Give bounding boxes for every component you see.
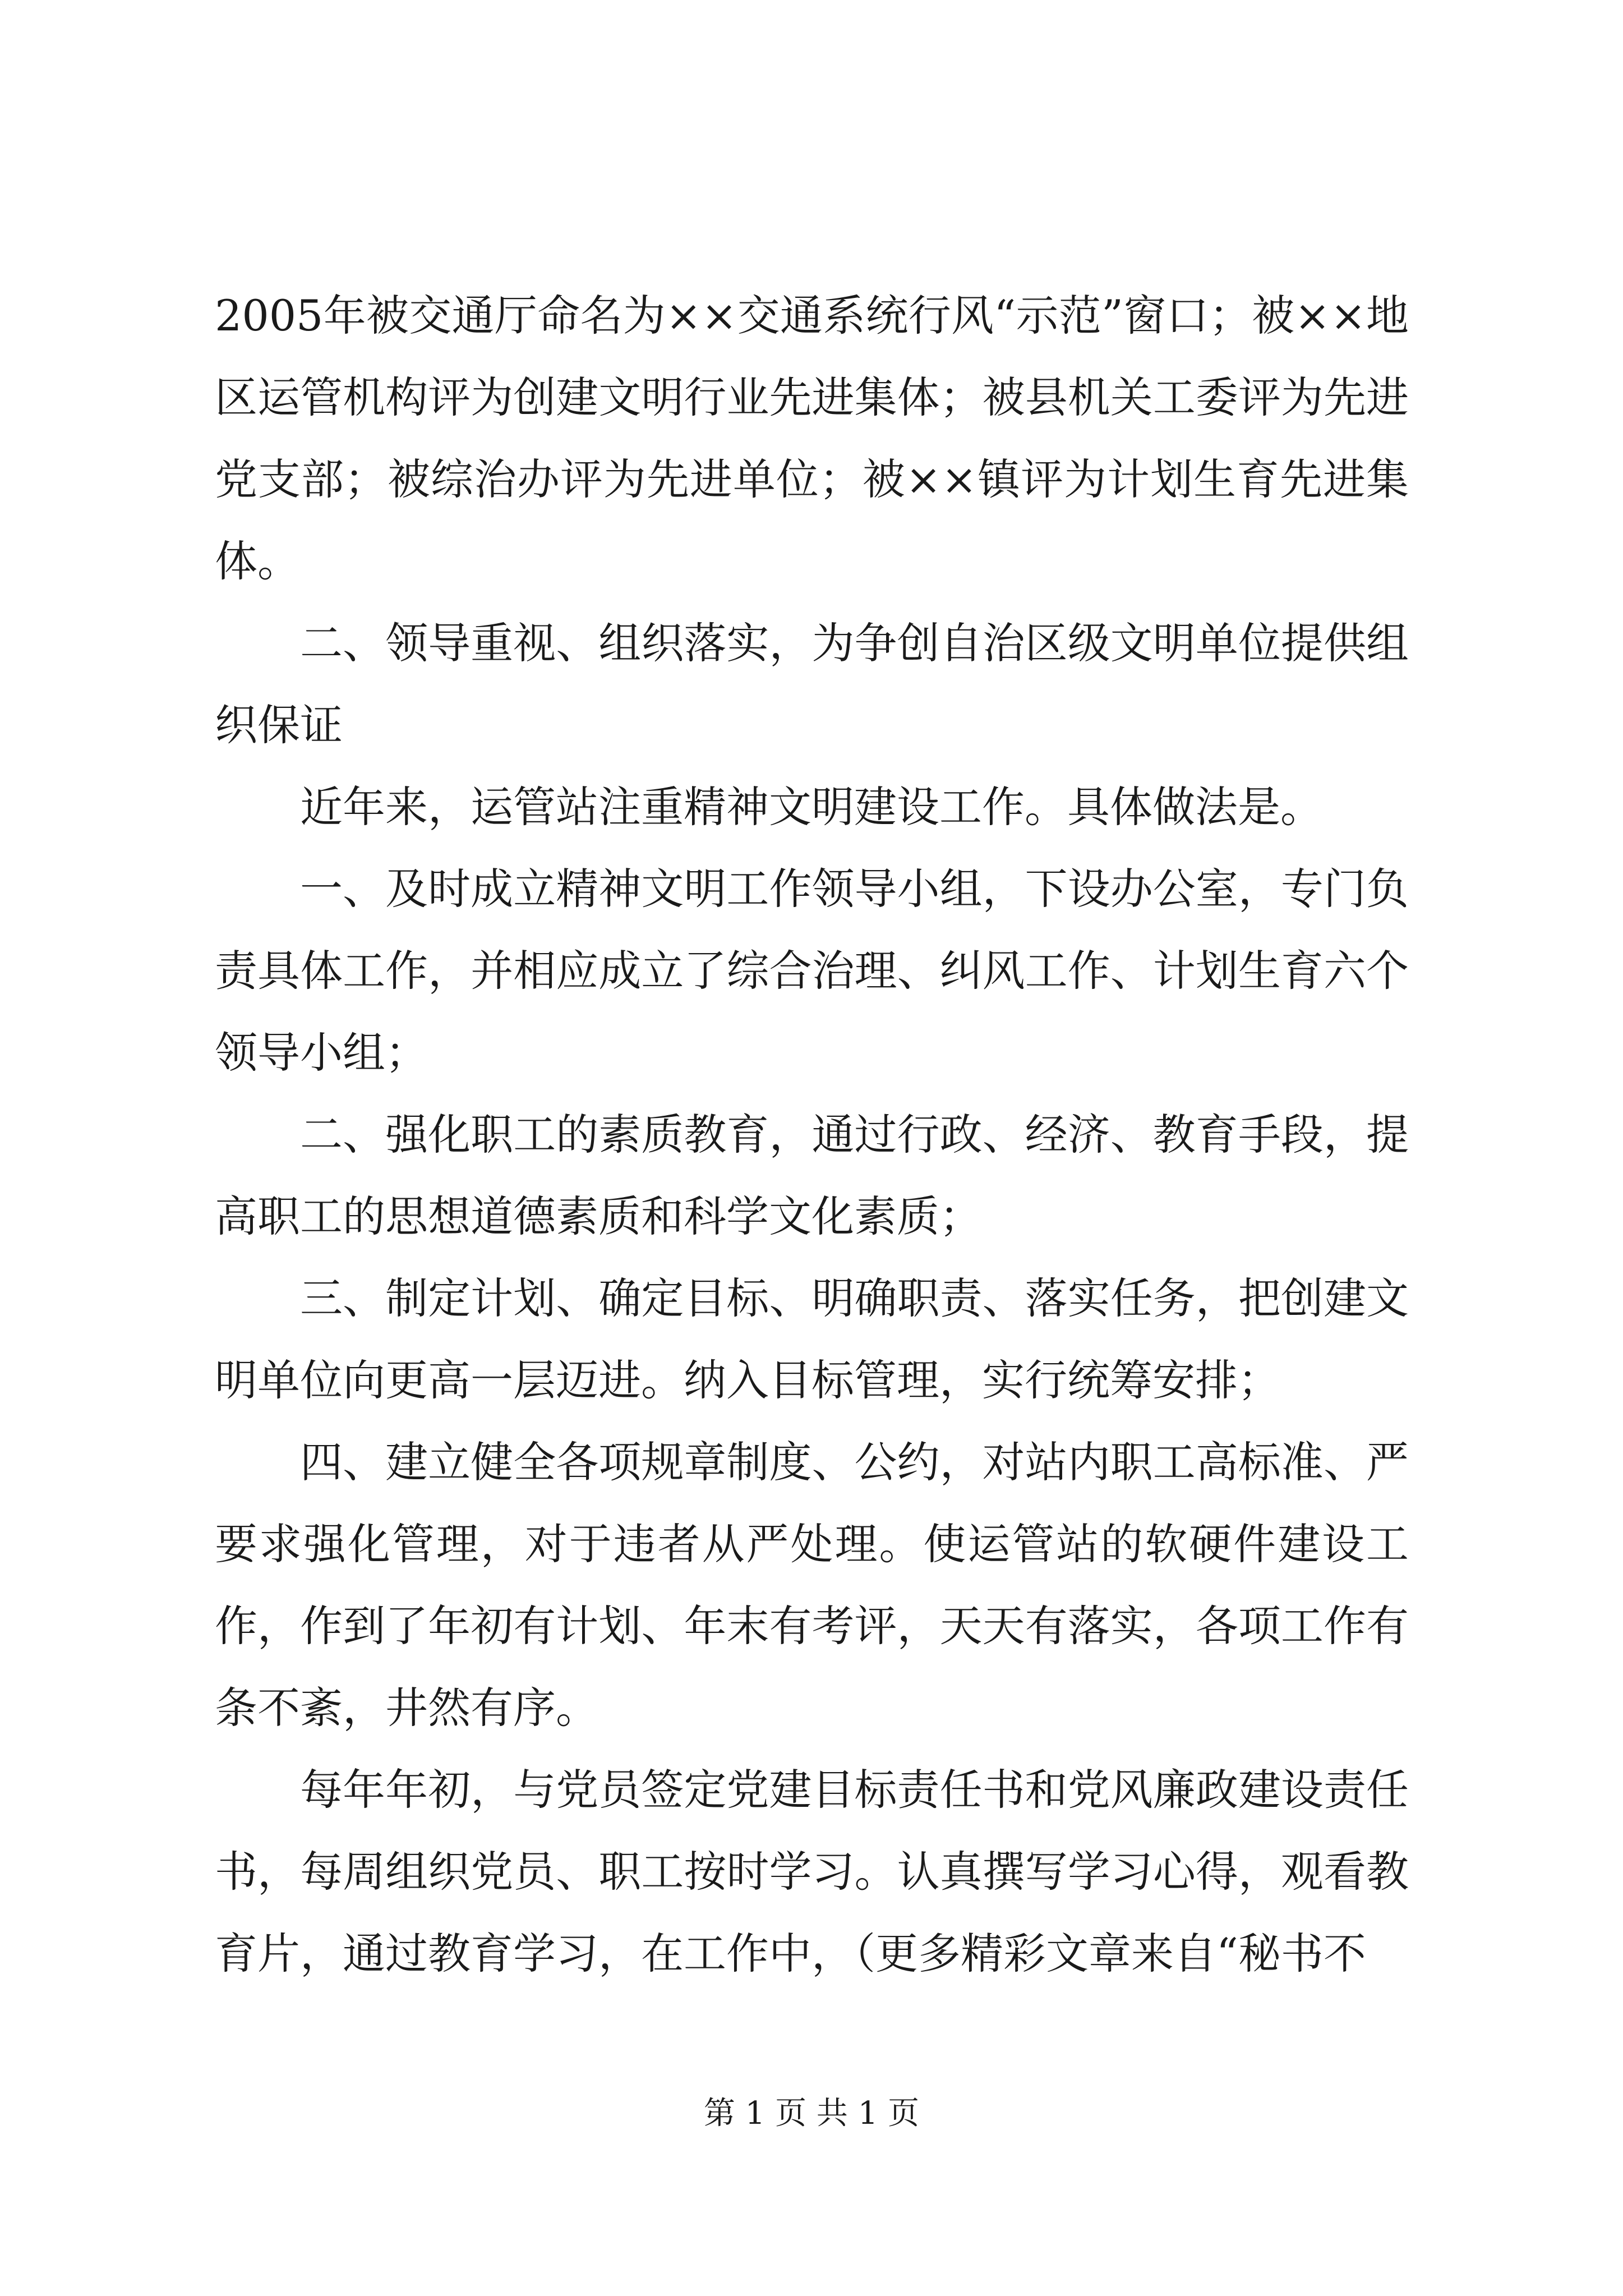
document-body — [215, 0, 1409, 1995]
paragraph-section-heading: 二、领导重视、组织落实，为争创自治区级文明单位提供组织保证 — [215, 618, 1409, 750]
paragraph-continuation: 2005年被交通厅命名为××交通系统行风“示范”窗口；被××地区运管机构评为创建文明行业先进集体；被县机关工委评为先进党支部；被综治办评为先进单位；被××镇评为计划生育先进集体。 — [215, 291, 1409, 586]
page-number-footer: 第 1 页 共 1 页 — [703, 2095, 920, 2132]
paragraph-annual: 每年年初，与党员签定党建目标责任书和党风廉政建设责任书，每周组织党员、职工按时学习。认真撰写学习心得，观看教育片，通过教育学习，在工作中，（更多精彩文章来自“秘书不 — [215, 1765, 1409, 1978]
paragraph-intro: 近年来，运管站注重精神文明建设工作。具体做法是。 — [300, 782, 1323, 832]
paragraph-item-2: 二、强化职工的素质教育，通过行政、经济、教育手段，提高职工的思想道德素质和科学文化素质； — [215, 1110, 1409, 1241]
paragraph-item-4: 四、建立健全各项规章制度、公约，对站内职工高标准、严要求强化管理，对于违者从严处理。使运管站的软硬件建设工作，作到了年初有计划、年末有考评，天天有落实，各项工作有条不紊，井然有序。 — [215, 1437, 1409, 1733]
paragraph-item-3: 三、制定计划、确定目标、明确职责、落实任务，把创建文明单位向更高一层迈进。纳入目标管理，实行统筹安排； — [215, 1273, 1409, 1405]
paragraph-item-1: 一、及时成立精神文明工作领导小组，下设办公室，专门负责具体工作，并相应成立了综合治理、纠风工作、计划生育六个领导小组； — [215, 864, 1409, 1078]
